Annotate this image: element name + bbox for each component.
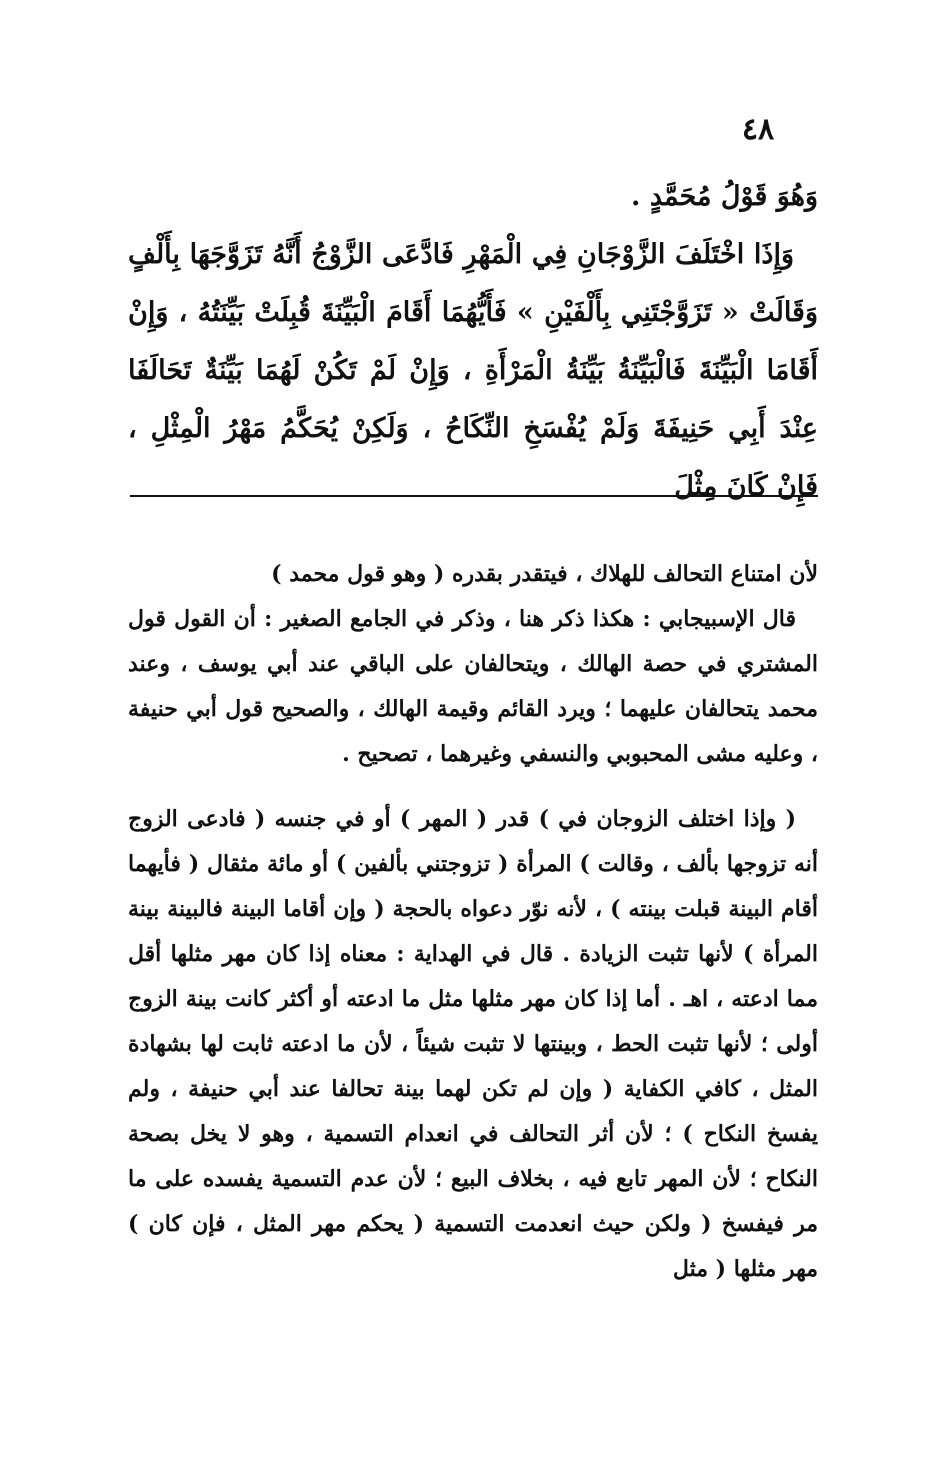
main-text xyxy=(128,168,818,516)
main-text-paragraph: وَإِذَا اخْتَلَفَ الزَّوْجَانِ فِي الْمَهْرِ فَادَّعَى الزَّوْجُ أَنَّهُ تَزَوَّجَهَا بِأَلْفٍ وَقَالَتْ « تَزَوَّجْتَنِي بِأَلْفَيْنِ » فَأَيُّهُمَا أَقَامَ الْبَيِّنَةَ قُبِلَتْ بَيِّنَتُهُ ، وَإِنْ أَقَامَا الْبَيِّنَةَ فَالْبَيِّنَةُ بَيِّنَةُ الْمَرْأَةِ ، وَإِنْ لَمْ تَكُنْ لَهُمَا بَيِّنَةٌ تَحَالَفَا عِنْدَ أَبِي حَنِيفَةَ وَلَمْ يُفْسَخِ النِّكَاحُ ، وَلَكِنْ يُحَكَّمُ مَهْرُ الْمِثْلِ ، فَإِنْ كَانَ مِثْلَ xyxy=(128,239,818,502)
main-text-line: وَهُوَ قَوْلُ مُحَمَّدٍ . xyxy=(631,181,818,212)
section-divider xyxy=(130,495,818,497)
commentary-line: لأن امتناع التحالف للهلاك ، فيتقدر بقدره ( وهو قول محمد ) xyxy=(271,561,818,587)
commentary-text xyxy=(128,552,818,1292)
commentary-paragraph: قال الإسبيجابي : هكذا ذكر هنا ، وذكر في الجامع الصغير : أن القول قول المشتري في حصة الهالك ، ويتحالفان على الباقي عند أبي يوسف ، وعند محمد يتحالفان عليهما ؛ ويرد القائم وقيمة الهالك ، والصحيح قول أبي حنيفة ، وعليه مشى المحبوبي والنسفي وغيرهما ، تصحيح . xyxy=(128,606,818,767)
page-number: ٤٨ xyxy=(741,112,775,147)
commentary-paragraph: ( وإذا اختلف الزوجان في ) قدر ( المهر ) أو في جنسه ( فادعى الزوج أنه تزوجها بألف ، وقالت ) المرأة ( تزوجتني بألفين ) أو مائة مثقال ( فأيهما أقام البينة قبلت بينته ) ، لأنه نوّر دعواه بالحجة ( وإن أقاما البينة فالبينة بينة المرأة ) لأنها تثبت الزيادة . قال في الهداية : معناه إذا كان مهر مثلها أقل مما ادعته ، اهـ . أما إذا كان مهر مثلها مثل ما ادعته أو أكثر كانت بينة الزوج أولى ؛ لأنها تثبت الحط ، وبينتها لا تثبت شيئاً ، لأن ما ادعته ثابت لها بشهادة المثل ، كافي الكفاية ( وإن لم تكن لهما بينة تحالفا عند أبي حنيفة ، ولم يفسخ النكاح ) ؛ لأن أثر التحالف في انعدام التسمية ، وهو لا يخل بصحة النكاح ؛ لأن المهر تابع فيه ، بخلاف البيع ؛ لأن عدم التسمية يفسده على ما مر فيفسخ ( ولكن حيث انعدمت التسمية ( يحكم مهر المثل ، فإن كان ) مهر مثلها ( مثل xyxy=(128,806,818,1282)
